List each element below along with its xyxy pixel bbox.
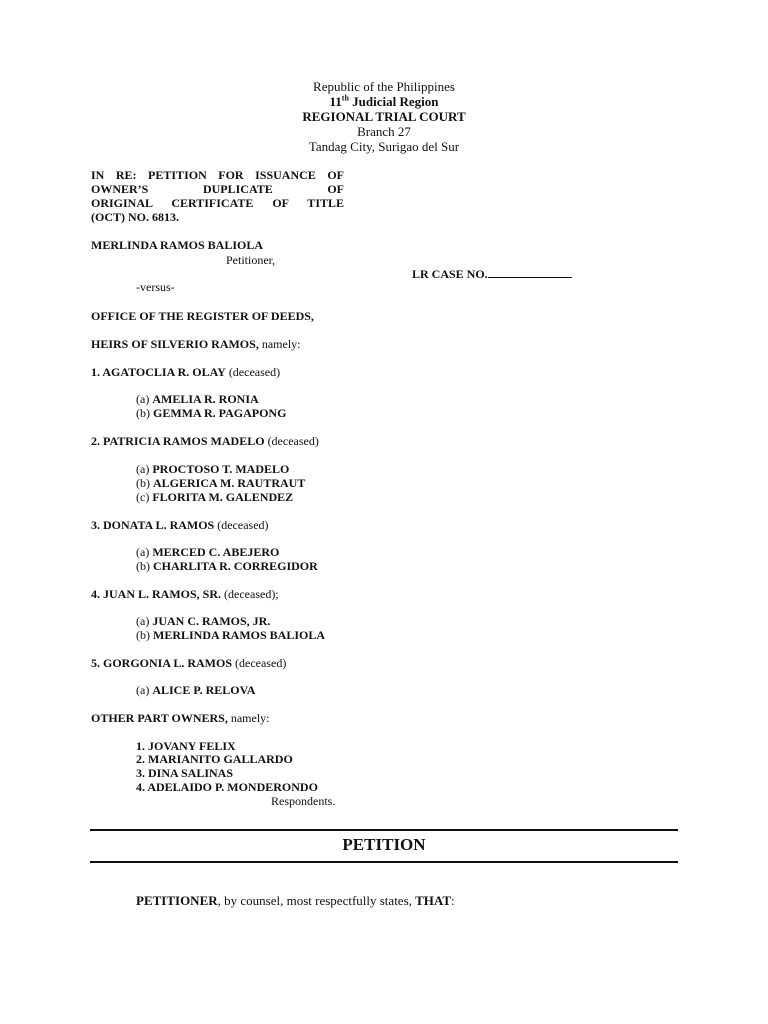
court-name: REGIONAL TRIAL COURT: [302, 109, 466, 124]
petitioner-name: MERLINDA RAMOS BALIOLA: [91, 238, 264, 252]
other-owner: 2. MARIANITO GALLARDO: [136, 752, 293, 766]
branch-line: Branch 27: [357, 124, 411, 139]
petitioner-role: Petitioner,: [226, 253, 276, 267]
caption-line: OWNER’S DUPLICATE OF: [91, 182, 344, 196]
respondents-role: Respondents.: [271, 794, 336, 808]
heir-member: (a) PROCTOSO T. MADELO: [136, 462, 290, 476]
title-rule-top: [90, 829, 678, 831]
heir-member: (b) MERLINDA RAMOS BALIOLA: [136, 628, 326, 642]
other-owners-heading: OTHER PART OWNERS, namely:: [91, 711, 270, 725]
heir-member: (a) MERCED C. ABEJERO: [136, 545, 280, 559]
case-caption: [91, 168, 344, 224]
heir-group-head: 3. DONATA L. RAMOS (deceased): [91, 518, 269, 532]
title-rule-bottom: [90, 861, 678, 863]
versus-label: -versus-: [136, 280, 175, 294]
heir-member: (a) JUAN C. RAMOS, JR.: [136, 614, 271, 628]
location-line: Tandag City, Surigao del Sur: [308, 139, 460, 154]
other-owner: 1. JOVANY FELIX: [136, 739, 236, 753]
heir-member: (b) GEMMA R. PAGAPONG: [136, 406, 287, 420]
heir-member: (a) ALICE P. RELOVA: [136, 683, 256, 697]
court-header: [0, 79, 768, 154]
heir-group-head: 2. PATRICIA RAMOS MADELO (deceased): [91, 434, 319, 448]
document-title: PETITION: [342, 835, 426, 854]
case-number-blank: [488, 266, 572, 278]
caption-line: ORIGINAL CERTIFICATE OF TITLE: [91, 196, 344, 210]
judicial-region-line: 11th Judicial Region: [329, 93, 439, 109]
heir-member: (b) ALGERICA M. RAUTRAUT: [136, 476, 306, 490]
respondent-office: OFFICE OF THE REGISTER OF DEEDS,: [91, 309, 314, 323]
heir-group-head: 5. GORGONIA L. RAMOS (deceased): [91, 656, 287, 670]
other-owner: 4. ADELAIDO P. MONDERONDO: [136, 780, 318, 794]
heir-member: (a) AMELIA R. RONIA: [136, 392, 259, 406]
heirs-heading: HEIRS OF SILVERIO RAMOS, namely:: [91, 337, 301, 351]
heir-member: (b) CHARLITA R. CORREGIDOR: [136, 559, 318, 573]
heir-group-head: 4. JUAN L. RAMOS, SR. (deceased);: [91, 587, 279, 601]
caption-line: IN RE: PETITION FOR ISSUANCE OF: [91, 168, 344, 182]
heir-member: (c) FLORITA M. GALENDEZ: [136, 490, 294, 504]
heir-group-head: 1. AGATOCLIA R. OLAY (deceased): [91, 365, 281, 379]
opening-statement: PETITIONER, by counsel, most respectfully states, THAT:: [136, 893, 455, 908]
other-owner: 3. DINA SALINAS: [136, 766, 234, 780]
caption-line: (OCT) NO. 6813.: [91, 210, 179, 224]
republic-line: Republic of the Philippines: [313, 79, 455, 94]
case-number: LR CASE NO.: [412, 266, 572, 281]
